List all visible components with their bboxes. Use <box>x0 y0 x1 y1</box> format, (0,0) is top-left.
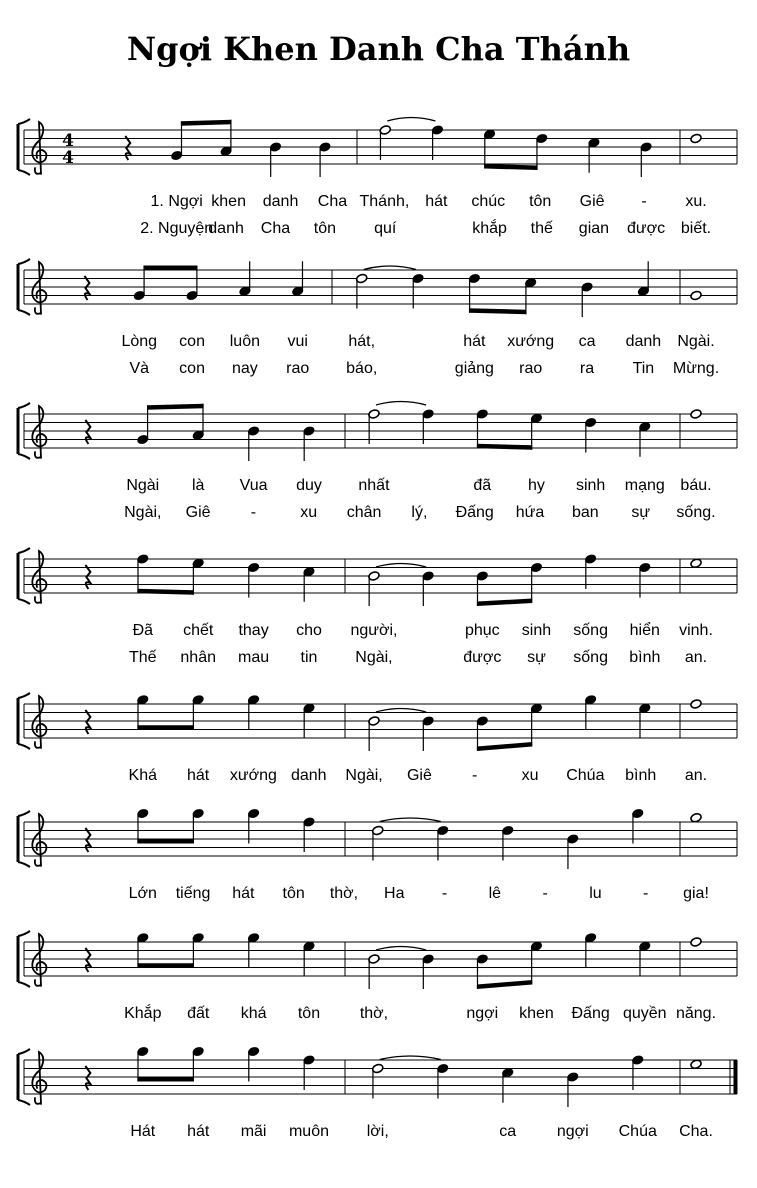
lyric-syllable: xu. <box>685 193 707 210</box>
lyric-syllable: mau <box>238 649 270 666</box>
staff-system <box>18 259 737 377</box>
lyric-syllable: thờ, <box>329 885 359 902</box>
beam <box>477 742 532 751</box>
lyric-syllable: được <box>463 649 502 666</box>
bracket-top <box>18 693 30 698</box>
lyric-syllable: muôn <box>288 1123 330 1140</box>
lyric-syllable: Tin <box>632 360 655 377</box>
lyric-syllable: Giê <box>579 193 605 210</box>
lyric-syllable: năng. <box>675 1005 717 1022</box>
lyric-syllable: lý, <box>411 504 428 521</box>
lyric-syllable: - <box>643 885 649 902</box>
lyric-syllable: sống <box>573 649 608 666</box>
tie <box>364 266 416 270</box>
note-head <box>690 1059 702 1070</box>
lyric-syllable: lê <box>488 885 502 902</box>
lyric-syllable: hy <box>528 477 545 494</box>
lyric-syllable: chúc <box>471 193 506 210</box>
lyric-syllable: báo, <box>346 360 378 377</box>
lyric-syllable: phục <box>464 622 500 639</box>
beam <box>137 963 194 968</box>
note-head <box>690 812 702 823</box>
lyric-syllable: xu <box>521 767 539 784</box>
tie <box>376 402 426 406</box>
lyric-syllable: rao <box>286 360 310 377</box>
bracket-top <box>18 259 30 264</box>
lyric-syllable: Thánh, <box>359 193 410 210</box>
lyric-syllable: ngợi <box>466 1005 499 1022</box>
lyric-syllable: là <box>191 477 205 494</box>
note-head <box>690 558 702 569</box>
bracket-top <box>18 1049 30 1054</box>
lyric-syllable: bình <box>629 649 661 666</box>
lyric-syllable: khen <box>211 193 246 210</box>
beam <box>147 404 204 410</box>
lyric-syllable: ngợi <box>556 1123 589 1140</box>
lyric-syllable: Ngài <box>126 477 160 494</box>
bracket-bottom <box>18 310 30 315</box>
lyric-syllable: - <box>641 193 647 210</box>
lyric-syllable: Giê <box>406 767 432 784</box>
lyric-syllable: danh <box>208 220 244 237</box>
beam <box>484 164 537 170</box>
lyric-syllable: nay <box>231 360 258 377</box>
lyric-syllable: vinh. <box>679 622 713 639</box>
lyric-syllable: Cha. <box>679 1123 713 1140</box>
lyric-syllable: Đấng <box>455 504 494 521</box>
lyric-syllable: tôn <box>313 220 337 237</box>
lyric-syllable: sự <box>527 649 546 666</box>
lyric-syllable: Khắp <box>124 1005 162 1022</box>
lyric-syllable: Hát <box>130 1123 156 1140</box>
quarter-rest-icon <box>85 1066 90 1090</box>
beam <box>477 444 532 450</box>
lyric-syllable: duy <box>296 477 322 494</box>
beam <box>137 839 194 844</box>
quarter-rest-icon <box>85 948 90 972</box>
lyric-syllable: Lòng <box>121 333 158 350</box>
lyric-syllable: sống <box>573 622 608 639</box>
lyric-syllable: thờ, <box>359 1005 389 1022</box>
lyric-syllable: Thế <box>129 649 157 666</box>
lyric-syllable: đất <box>187 1005 210 1022</box>
tie <box>376 709 426 713</box>
bracket-top <box>18 119 30 124</box>
lyric-syllable: sinh <box>521 622 552 639</box>
lyric-syllable: hát <box>232 885 255 902</box>
lyric-syllable: sinh <box>575 477 606 494</box>
tie <box>376 947 426 951</box>
lyric-syllable: an. <box>684 767 708 784</box>
quarter-rest-icon <box>84 276 89 300</box>
lyric-syllable: Lớn <box>128 885 157 902</box>
lyric-syllable: danh <box>262 193 299 210</box>
lyric-syllable: hát <box>187 1123 210 1140</box>
quarter-rest-icon <box>85 828 90 852</box>
lyric-syllable: đã <box>473 477 492 494</box>
bracket-top <box>18 548 30 553</box>
staff-system <box>18 808 737 902</box>
lyric-syllable: hát, <box>348 333 376 350</box>
page-title: Ngợi Khen Danh Cha Thánh <box>126 30 631 68</box>
lyric-syllable: nhất <box>358 477 390 494</box>
lyric-syllable: thế <box>530 220 553 237</box>
lyric-syllable: khá <box>240 1005 267 1022</box>
lyric-syllable: sống. <box>676 504 716 521</box>
lyric-syllable: vui <box>287 333 308 350</box>
lyric-syllable: Chúa <box>618 1123 657 1140</box>
lyric-syllable: hát <box>186 767 210 784</box>
lyric-syllable: con <box>179 333 205 350</box>
lyric-syllable: luôn <box>229 333 261 350</box>
staff-system <box>18 402 737 522</box>
bracket-bottom <box>18 454 30 459</box>
bracket-bottom <box>18 1100 30 1105</box>
lyric-syllable: báu. <box>680 477 712 494</box>
bracket-bottom <box>18 744 30 749</box>
bracket-bottom <box>18 862 30 867</box>
staff-system <box>18 548 737 666</box>
lyric-syllable: Mừng. <box>672 360 720 377</box>
tie <box>376 564 426 568</box>
bracket-top <box>18 403 30 408</box>
lyric-syllable: con <box>179 360 205 377</box>
note-head <box>690 699 702 710</box>
lyric-syllable: Cha <box>317 193 348 210</box>
lyric-syllable: Đã <box>132 622 154 639</box>
lyric-syllable: Vua <box>239 477 268 494</box>
quarter-rest-icon <box>85 420 90 444</box>
lyric-syllable: giảng <box>454 360 494 377</box>
lyric-syllable: an. <box>684 649 708 666</box>
beam <box>469 308 527 314</box>
lyric-syllable: Đấng <box>571 1005 610 1022</box>
lyric-syllable: Khá <box>128 767 158 784</box>
tie <box>387 118 435 122</box>
lyric-syllable: sự <box>631 504 651 521</box>
lyric-syllable: cho <box>296 622 322 639</box>
lyric-syllable: hứa <box>515 504 545 521</box>
time-signature-bottom: 4 <box>62 148 74 168</box>
quarter-rest-icon <box>125 136 130 160</box>
staff-system <box>18 931 737 1022</box>
lyric-syllable: tôn <box>297 1005 321 1022</box>
lyric-syllable: Cha <box>260 220 291 237</box>
note-head <box>690 133 702 144</box>
lyric-syllable: xướng <box>229 767 277 784</box>
lyric-syllable: chết <box>183 622 214 639</box>
lyric-syllable: hiển <box>629 622 660 639</box>
bracket-bottom <box>18 599 30 604</box>
lyric-syllable: Ngài. <box>677 333 715 350</box>
beam <box>477 980 532 989</box>
lyric-syllable: xu <box>300 504 318 521</box>
lyric-syllable: Ha <box>384 885 405 902</box>
lyric-syllable: tin <box>300 649 318 666</box>
lyric-syllable: Và <box>129 360 150 377</box>
quarter-rest-icon <box>85 710 90 734</box>
lyric-syllable: gia! <box>683 885 709 902</box>
lyric-syllable: ban <box>572 504 599 521</box>
beam <box>143 266 197 271</box>
beam <box>137 725 194 730</box>
quarter-rest-icon <box>85 565 90 589</box>
lyric-syllable: Chúa <box>566 767 605 784</box>
bracket-bottom <box>18 982 30 987</box>
lyric-syllable: quyền <box>622 1005 667 1022</box>
lyric-syllable: khắp <box>472 220 507 237</box>
tie <box>380 818 441 822</box>
lyric-syllable: Ngài, <box>124 504 162 521</box>
lyric-syllable: ca <box>578 333 596 350</box>
lyric-syllable: người, <box>350 622 398 639</box>
lyric-syllable: - <box>472 767 478 784</box>
lyric-syllable: được <box>627 220 666 237</box>
lyric-syllable: gian <box>578 220 610 237</box>
lyric-syllable: - <box>542 885 548 902</box>
lyric-syllable: Ngài, <box>355 649 393 666</box>
bracket-top <box>18 931 30 936</box>
lyric-syllable: Giê <box>185 504 211 521</box>
beam <box>181 120 232 126</box>
lyric-syllable: lu <box>589 885 602 902</box>
bracket-bottom <box>18 170 30 175</box>
lyric-syllable: mạng <box>624 477 665 494</box>
lyric-syllable: tôn <box>529 193 552 210</box>
lyric-syllable: 1. Ngợi <box>150 193 203 210</box>
staff-system <box>18 118 737 238</box>
lyric-syllable: ca <box>499 1123 517 1140</box>
tie <box>380 1056 441 1060</box>
lyric-syllable: bình <box>625 767 657 784</box>
lyric-syllable: nhân <box>180 649 216 666</box>
lyric-syllable: chân <box>346 504 382 521</box>
note-head <box>690 409 702 420</box>
note-head <box>690 290 702 301</box>
staff-system <box>18 693 737 784</box>
lyric-syllable: thay <box>238 622 269 639</box>
beam <box>137 1077 194 1082</box>
lyric-syllable: danh <box>290 767 327 784</box>
lyric-syllable: tôn <box>282 885 305 902</box>
lyric-syllable: 2. Nguyện <box>140 220 214 237</box>
time-signature-top: 4 <box>62 131 74 151</box>
lyric-syllable: - <box>441 885 448 902</box>
lyric-syllable: hát <box>425 193 448 210</box>
lyric-syllable: ra <box>579 360 595 377</box>
bracket-top <box>18 811 30 816</box>
lyric-syllable: xướng <box>507 333 555 350</box>
lyric-syllable: quí <box>374 220 397 237</box>
beam <box>137 589 194 595</box>
beam <box>477 599 532 607</box>
lyric-syllable: biết. <box>680 220 712 237</box>
lyric-syllable: rao <box>519 360 543 377</box>
lyric-syllable: khen <box>519 1005 554 1022</box>
lyric-syllable: hát <box>463 333 486 350</box>
lyric-syllable: danh <box>625 333 662 350</box>
lyric-syllable: tiếng <box>175 885 211 902</box>
note-head <box>690 937 702 948</box>
staff-system <box>18 1046 737 1140</box>
lyric-syllable: mãi <box>240 1123 267 1140</box>
lyric-syllable: - <box>250 504 257 521</box>
lyric-syllable: lời, <box>366 1123 389 1140</box>
lyric-syllable: Ngài, <box>345 767 383 784</box>
